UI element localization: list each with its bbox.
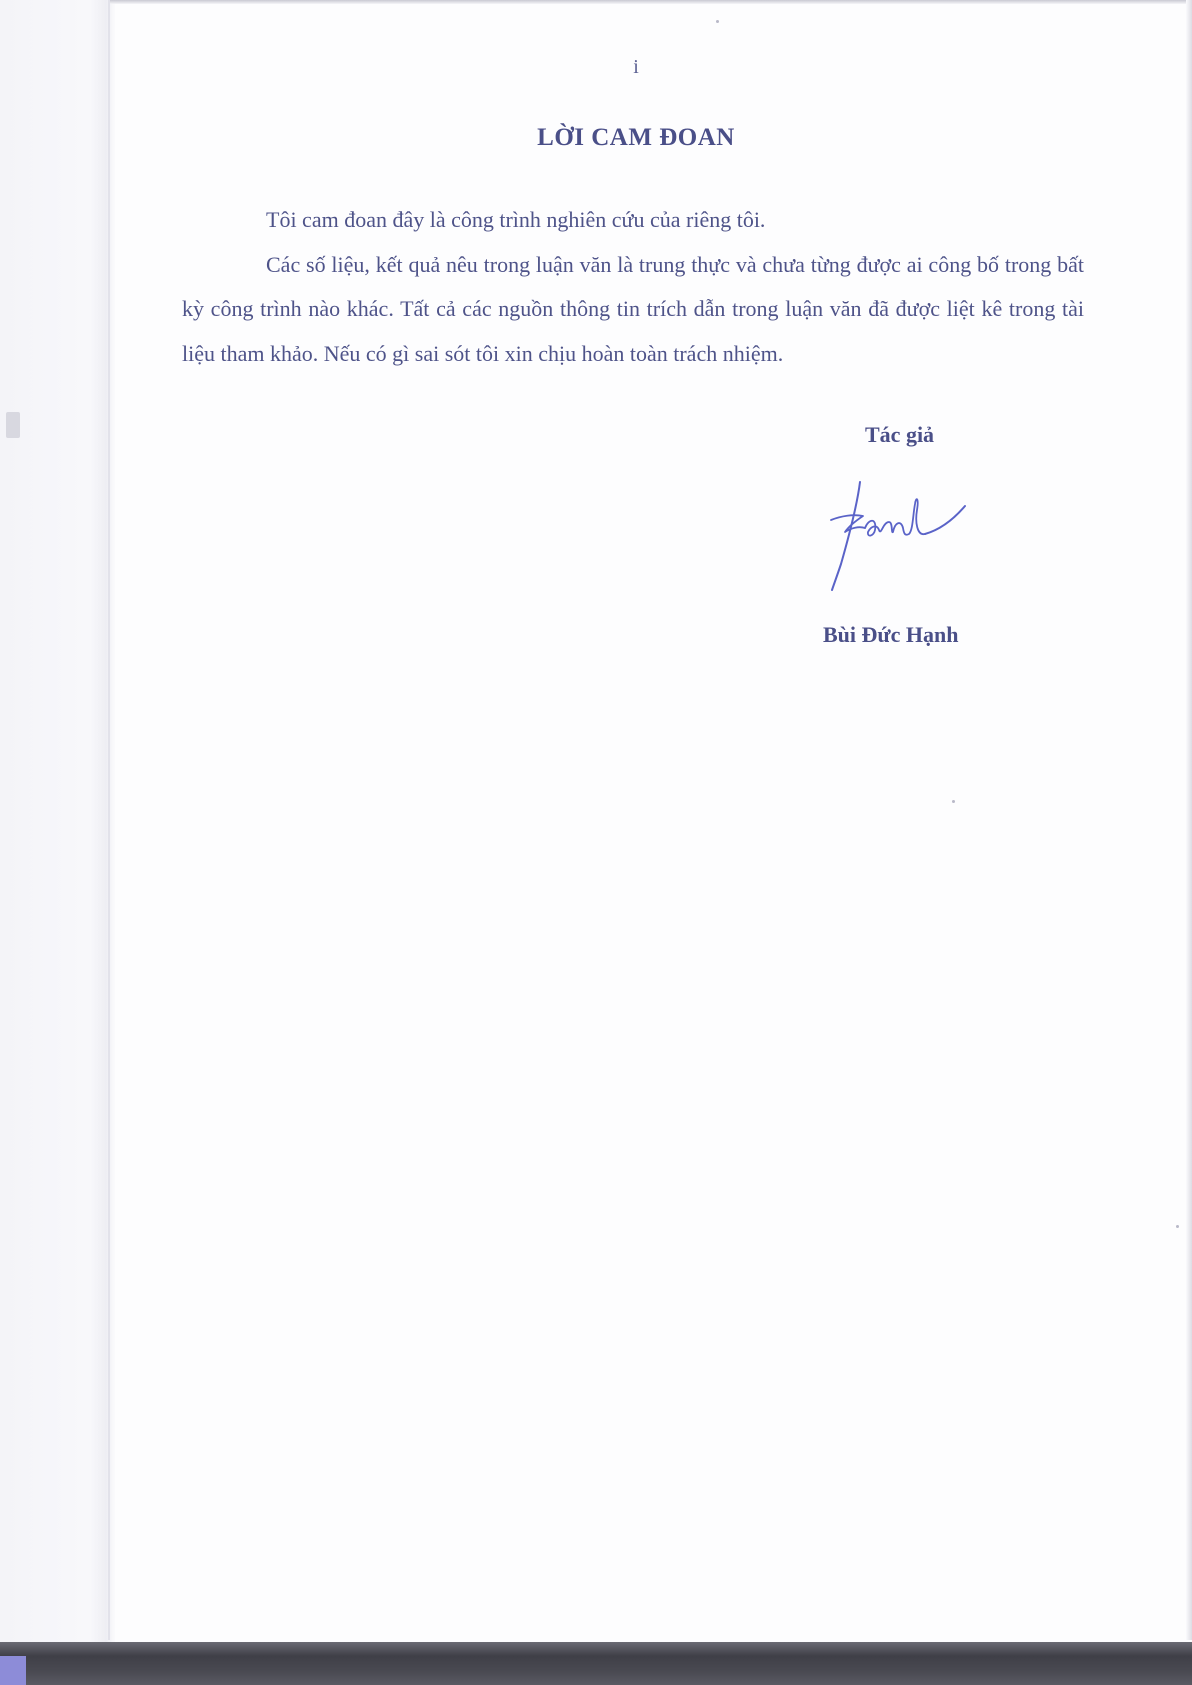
author-name: Bùi Đức Hạnh [823,622,959,647]
scan-bottom-accent [0,1656,26,1685]
paragraph-2: Các số liệu, kết quả nêu trong luận văn là trung thực và chưa từng được ai công bố trong bất kỳ công trình nào khác. Tất cả các nguồn thông tin trích dẫn trong luận văn đã được liệt kê trong tài liệu tham khảo. Nếu có gì sai sót tôi xin chịu hoàn toàn trách nhiệm. [182,251,1084,366]
paragraph-1: Tôi cam đoan đây là công trình nghiên cứu của riêng tôi. [266,207,766,232]
page-number: i [633,56,639,78]
scan-speck [1176,1225,1179,1228]
scan-top-edge [110,0,1192,4]
scan-bottom-strip [0,1642,1192,1685]
page-title: LỜI CAM ĐOAN [537,124,735,151]
author-label: Tác giả [865,422,935,447]
handwritten-signature [805,476,1045,606]
scan-side-mark [6,412,20,438]
scan-binding-shadow [0,0,115,1685]
scan-speck [716,20,719,23]
scan-right-edge [1186,0,1192,1640]
signature-block [805,410,1065,670]
scan-speck [952,800,955,803]
declaration-body [182,198,1084,376]
scan-binding-line [108,0,110,1640]
